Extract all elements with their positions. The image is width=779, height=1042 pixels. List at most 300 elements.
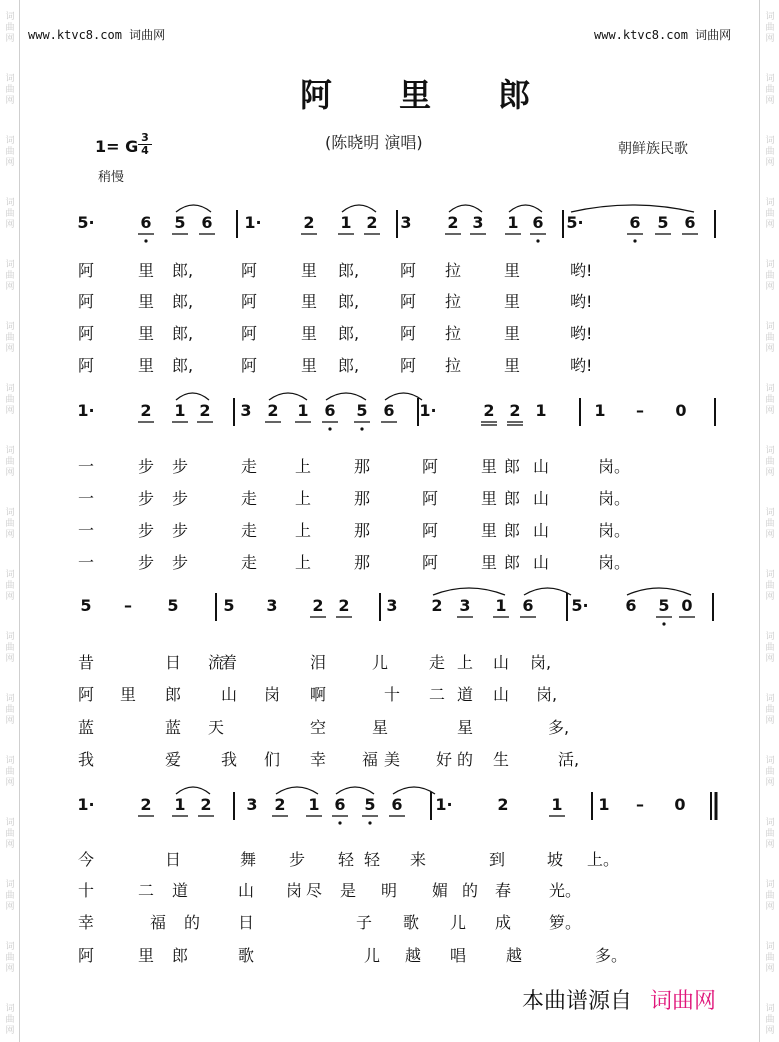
watermark-char: 网 (765, 654, 775, 664)
lyric-char: 轻 (338, 850, 355, 869)
lyric-char: 的 (457, 750, 474, 769)
note: 1 (507, 213, 519, 232)
watermark-char: 词 (5, 384, 15, 394)
lyric-char: 步 (172, 553, 189, 572)
note: 1· (419, 401, 437, 420)
note-dot-below (368, 821, 371, 824)
watermark-char: 曲 (765, 519, 775, 529)
note: 2 (199, 401, 211, 420)
note: 1 (340, 213, 352, 232)
lyric-char: 福 (362, 750, 379, 769)
lyric-char: 山 (533, 489, 550, 508)
note: 0 (674, 795, 686, 814)
watermark-char: 词 (765, 322, 775, 332)
lyric-char: 越 (506, 946, 523, 965)
watermark-char: 曲 (5, 147, 15, 157)
lyric-char: 郎 (504, 521, 521, 540)
note: 1 (495, 596, 507, 615)
watermark-char: 网 (5, 468, 15, 478)
watermark-char: 网 (765, 96, 775, 106)
watermark-char: 网 (765, 840, 775, 850)
lyric-char: 步 (289, 850, 306, 869)
watermark-char: 曲 (765, 209, 775, 219)
slur-arc (449, 205, 482, 212)
watermark-char: 词 (5, 694, 15, 704)
lyric-char: 里 (138, 324, 155, 343)
note-dot-below (328, 427, 331, 430)
note: 2 (140, 795, 152, 814)
header-site-left[interactable]: www.ktvc8.com 词曲网 (28, 28, 166, 42)
lyric-char: 生 (493, 750, 510, 769)
note: 2 (274, 795, 286, 814)
watermark-char: 曲 (765, 891, 775, 901)
lyric-char: 上。 (587, 850, 620, 869)
lyric-char: 那 (354, 553, 371, 572)
watermark-char: 词 (5, 880, 15, 890)
lyric-char: 爱 (165, 750, 182, 769)
lyric-char: 上 (295, 489, 312, 508)
note: 6 (522, 596, 534, 615)
note: 1 (297, 401, 309, 420)
watermark-char: 曲 (5, 23, 15, 33)
watermark-char: 网 (5, 778, 15, 788)
watermark-char: 词 (5, 942, 15, 952)
lyric-char: 来 (410, 850, 427, 869)
note: 5 (364, 795, 376, 814)
watermark-char: 曲 (5, 333, 15, 343)
lyric-char: 阿 (400, 356, 417, 375)
watermark-char: 曲 (765, 271, 775, 281)
lyric-char: 十 (384, 685, 401, 704)
lyric-char: 儿 (450, 913, 467, 932)
lyric-char: 日 (238, 913, 255, 932)
lyric-char: 阿 (400, 292, 417, 311)
lyric-char: 上 (457, 653, 474, 672)
lyric-char: 岗。 (598, 489, 631, 508)
lyric-char: 春 (495, 881, 512, 900)
watermark-char: 词 (765, 1004, 775, 1014)
note: 5 (174, 213, 186, 232)
lyric-char: 唱 (450, 946, 467, 965)
lyric-char: 光。 (549, 881, 582, 900)
lyric-char: 岗, (530, 653, 552, 672)
slur-arc (627, 588, 691, 595)
slur-arc (326, 393, 366, 400)
lyric-char: 步 (138, 553, 155, 572)
note: 6 (324, 401, 336, 420)
lyric-char: 幸 (310, 750, 327, 769)
lyric-char: 一 (78, 521, 95, 540)
watermark-char: 网 (5, 964, 15, 974)
watermark-char: 曲 (5, 581, 15, 591)
lyric-char: 那 (354, 457, 371, 476)
note: 5 (167, 596, 179, 615)
lyric-char: 阿 (422, 457, 439, 476)
lyric-char: 泪 (310, 653, 327, 672)
watermark-char: 网 (765, 964, 775, 974)
note: 3 (386, 596, 398, 615)
watermark-char: 曲 (5, 271, 15, 281)
song-title: 阿 里 郎 (300, 76, 559, 114)
watermark-char: 网 (765, 716, 775, 726)
lyric-char: 流 (208, 653, 225, 672)
note-dot-below (360, 427, 363, 430)
lyric-char: 里 (120, 685, 137, 704)
watermark-char: 曲 (765, 23, 775, 33)
lyric-char: 阿 (241, 261, 258, 280)
note: 2 (366, 213, 378, 232)
note: – (636, 795, 644, 814)
lyric-char: 我 (78, 750, 95, 769)
note: 2 (447, 213, 459, 232)
note: 6 (625, 596, 637, 615)
watermark-char: 曲 (765, 953, 775, 963)
lyric-char: 轻 (364, 850, 381, 869)
lyric-char: 福 (150, 913, 167, 932)
note: 2 (431, 596, 443, 615)
watermark-char: 曲 (5, 705, 15, 715)
slur-arc (524, 588, 571, 595)
lyric-char: 山 (493, 685, 510, 704)
lyric-char: 步 (172, 489, 189, 508)
lyric-char: 里 (504, 324, 521, 343)
note: 1 (594, 401, 606, 420)
lyric-char: 郎, (172, 356, 194, 375)
watermark-char: 网 (5, 716, 15, 726)
lyric-char: 岗 (264, 685, 281, 704)
watermark-char: 词 (765, 942, 775, 952)
watermark-char: 网 (765, 344, 775, 354)
header-site-right[interactable]: www.ktvc8.com 词曲网 (594, 28, 732, 42)
lyric-char: 我 (221, 750, 238, 769)
watermark-char: 词 (765, 880, 775, 890)
lyric-char: 一 (78, 553, 95, 572)
watermark-char: 网 (5, 34, 15, 44)
slur-arc (176, 205, 211, 212)
lyric-char: 昔 (78, 653, 95, 672)
lyric-char: 到 (489, 850, 506, 869)
lyric-char: 步 (172, 457, 189, 476)
lyric-char: 走 (429, 653, 446, 672)
lyric-char: 子 (356, 913, 373, 932)
lyric-char: 走 (241, 457, 258, 476)
note: 1· (77, 795, 95, 814)
lyric-char: 里 (504, 356, 521, 375)
performer-credit: (陈晓明 演唱) (325, 133, 423, 152)
watermark-char: 曲 (5, 1015, 15, 1025)
key-signature: 1= G (95, 137, 139, 156)
watermark-char: 曲 (5, 643, 15, 653)
lyric-char: 里 (301, 356, 318, 375)
watermark-char: 网 (765, 468, 775, 478)
note: 1 (174, 795, 186, 814)
lyric-char: 上 (295, 457, 312, 476)
lyric-char: 十 (78, 881, 95, 900)
watermark-char: 网 (765, 406, 775, 416)
lyric-char: 着 (221, 653, 238, 672)
watermark-char: 网 (5, 406, 15, 416)
note: 6 (629, 213, 641, 232)
lyric-char: 郎 (504, 553, 521, 572)
time-signature-top: 3 (138, 132, 152, 145)
lyric-char: 里 (504, 292, 521, 311)
lyric-char: 岗 (286, 881, 303, 900)
watermark-char: 曲 (765, 333, 775, 343)
note: 1· (435, 795, 453, 814)
watermark-char: 词 (5, 198, 15, 208)
note: 1· (77, 401, 95, 420)
lyric-char: 郎, (338, 261, 360, 280)
note: 0 (681, 596, 693, 615)
watermark-char: 词 (5, 446, 15, 456)
note: 2 (267, 401, 279, 420)
note: 1· (244, 213, 262, 232)
note: 5 (657, 213, 669, 232)
lyric-char: 拉 (445, 292, 462, 311)
watermark-char: 曲 (765, 147, 775, 157)
note: 5 (223, 596, 235, 615)
lyric-char: 坡 (547, 850, 564, 869)
slur-arc (393, 787, 435, 794)
note: 2 (200, 795, 212, 814)
lyric-char: 山 (533, 553, 550, 572)
lyric-char: 儿 (372, 653, 389, 672)
lyric-char: 拉 (445, 261, 462, 280)
note: 3 (240, 401, 252, 420)
note-dot-below (144, 239, 147, 242)
lyric-char: 里 (138, 356, 155, 375)
watermark-char: 网 (5, 840, 15, 850)
lyric-char: 啊 (310, 685, 327, 704)
slur-arc (571, 205, 694, 212)
lyric-char: 步 (138, 521, 155, 540)
lyric-char: 里 (301, 261, 318, 280)
lyric-char: 里 (301, 292, 318, 311)
lyric-char: 天 (208, 718, 225, 737)
watermark-char: 曲 (765, 395, 775, 405)
lyric-char: 蓝 (165, 718, 182, 737)
lyric-char: 媚 (432, 881, 449, 900)
slur-arc (269, 393, 307, 400)
watermark-char: 曲 (5, 767, 15, 777)
lyric-char: 岗。 (598, 521, 631, 540)
watermark-char: 网 (5, 96, 15, 106)
watermark-char: 网 (5, 654, 15, 664)
watermark-char: 曲 (765, 85, 775, 95)
note: 1 (174, 401, 186, 420)
note: 1 (551, 795, 563, 814)
lyric-char: 一 (78, 489, 95, 508)
slur-arc (342, 205, 376, 212)
watermark-char: 词 (765, 570, 775, 580)
note-dot-below (662, 622, 665, 625)
note: 2 (303, 213, 315, 232)
lyric-char: 阿 (241, 324, 258, 343)
lyric-char: 里 (138, 946, 155, 965)
lyric-char: 上 (295, 521, 312, 540)
watermark-char: 曲 (5, 209, 15, 219)
lyric-char: 明 (381, 881, 398, 900)
note-dot-below (633, 239, 636, 242)
watermark-char: 词 (5, 1004, 15, 1014)
lyric-char: 山 (533, 457, 550, 476)
lyric-char: 日 (165, 850, 182, 869)
lyric-char: 山 (533, 521, 550, 540)
lyric-char: 岗, (536, 685, 558, 704)
lyric-char: 儿 (364, 946, 381, 965)
lyric-char: 那 (354, 489, 371, 508)
lyric-char: 郎, (172, 324, 194, 343)
lyric-char: 郎, (338, 324, 360, 343)
lyric-char: 活, (558, 750, 580, 769)
lyric-char: 越 (405, 946, 422, 965)
watermark-char: 曲 (5, 395, 15, 405)
note: 6 (383, 401, 395, 420)
slur-arc (276, 787, 318, 794)
watermark-char: 网 (765, 282, 775, 292)
song-origin: 朝鲜族民歌 (618, 141, 688, 157)
watermark-char: 网 (5, 1026, 15, 1036)
lyric-char: 一 (78, 457, 95, 476)
watermark-char: 词 (765, 198, 775, 208)
lyric-char: 多, (548, 718, 570, 737)
watermark-char: 词 (765, 818, 775, 828)
note: 6 (684, 213, 696, 232)
lyric-char: 幸 (78, 913, 95, 932)
lyric-char: 们 (264, 750, 281, 769)
watermark-char: 曲 (765, 767, 775, 777)
lyric-char: 蓝 (78, 718, 95, 737)
note: 2 (497, 795, 509, 814)
slur-arc (176, 393, 209, 400)
lyric-char: 里 (481, 457, 498, 476)
lyric-char: 哟! (570, 292, 593, 311)
lyric-char: 的 (462, 881, 479, 900)
watermark-char: 曲 (5, 891, 15, 901)
watermark-char: 曲 (765, 705, 775, 715)
tempo-marking: 稍慢 (98, 170, 125, 185)
lyric-char: 成 (495, 913, 512, 932)
watermark-char: 曲 (765, 643, 775, 653)
lyric-char: 美 (384, 750, 401, 769)
watermark-char: 词 (765, 632, 775, 642)
lyric-char: 山 (493, 653, 510, 672)
lyric-char: 步 (138, 457, 155, 476)
watermark-char: 网 (5, 592, 15, 602)
lyric-char: 走 (241, 489, 258, 508)
note: 6 (334, 795, 346, 814)
lyric-char: 阿 (78, 685, 95, 704)
lyric-char: 尽 (306, 881, 323, 900)
note: 2 (483, 401, 495, 420)
lyric-char: 空 (310, 718, 327, 737)
lyric-char: 岗。 (598, 553, 631, 572)
note: 5· (77, 213, 95, 232)
watermark-char: 网 (765, 902, 775, 912)
note: 5 (80, 596, 92, 615)
note: 3 (246, 795, 258, 814)
note: 6 (532, 213, 544, 232)
lyric-char: 拉 (445, 356, 462, 375)
watermark-char: 曲 (765, 581, 775, 591)
lyric-char: 郎, (338, 292, 360, 311)
footer-source-text: 本曲谱源自 (522, 989, 633, 1014)
watermark-char: 网 (765, 592, 775, 602)
lyric-char: 山 (238, 881, 255, 900)
watermark-char: 词 (765, 508, 775, 518)
watermark-char: 词 (5, 136, 15, 146)
watermark-char: 词 (5, 508, 15, 518)
lyric-char: 阿 (241, 292, 258, 311)
lyric-char: 郎, (338, 356, 360, 375)
lyric-char: 日 (165, 653, 182, 672)
watermark-char: 网 (765, 158, 775, 168)
footer-brand[interactable]: 词曲网 (650, 989, 717, 1014)
lyric-char: 走 (241, 553, 258, 572)
lyric-char: 里 (504, 261, 521, 280)
watermark-char: 词 (765, 694, 775, 704)
note-dot-below (536, 239, 539, 242)
watermark-char: 网 (5, 158, 15, 168)
watermark-char: 词 (5, 322, 15, 332)
watermark-char: 网 (765, 778, 775, 788)
watermark-char: 词 (765, 12, 775, 22)
slur-arc (433, 588, 505, 595)
note: 3 (400, 213, 412, 232)
watermark-char: 网 (5, 220, 15, 230)
watermark-char: 词 (5, 756, 15, 766)
watermark-char: 曲 (5, 953, 15, 963)
note: 1 (308, 795, 320, 814)
watermark-char: 词 (765, 136, 775, 146)
watermark-char: 曲 (5, 829, 15, 839)
lyric-char: 道 (457, 685, 474, 704)
note: 5 (356, 401, 368, 420)
lyric-char: 郎 (504, 457, 521, 476)
lyric-char: 阿 (78, 261, 95, 280)
watermark-char: 词 (5, 12, 15, 22)
watermark-char: 网 (5, 902, 15, 912)
slur-arc (336, 787, 374, 794)
footer-source (522, 984, 716, 1015)
lyric-char: 阿 (78, 356, 95, 375)
note: – (636, 401, 644, 420)
lyric-char: 道 (172, 881, 189, 900)
lyric-char: 今 (78, 850, 95, 869)
note: 1 (598, 795, 610, 814)
note-dot-below (338, 821, 341, 824)
note: 2 (509, 401, 521, 420)
lyric-char: 星 (457, 718, 474, 737)
lyric-char: 哟! (570, 356, 593, 375)
watermark-char: 网 (765, 34, 775, 44)
note: 2 (140, 401, 152, 420)
lyric-char: 郎 (172, 946, 189, 965)
note: 3 (472, 213, 484, 232)
note: 5· (566, 213, 584, 232)
lyric-char: 那 (354, 521, 371, 540)
lyric-char: 里 (481, 553, 498, 572)
watermark-char: 词 (765, 384, 775, 394)
watermark-char: 词 (765, 446, 775, 456)
watermark-char: 词 (5, 74, 15, 84)
note: 6 (140, 213, 152, 232)
lyric-char: 箩。 (549, 913, 582, 932)
watermark-char: 曲 (5, 457, 15, 467)
lyric-char: 哟! (570, 261, 593, 280)
lyric-char: 二 (138, 881, 155, 900)
lyric-char: 星 (372, 718, 389, 737)
